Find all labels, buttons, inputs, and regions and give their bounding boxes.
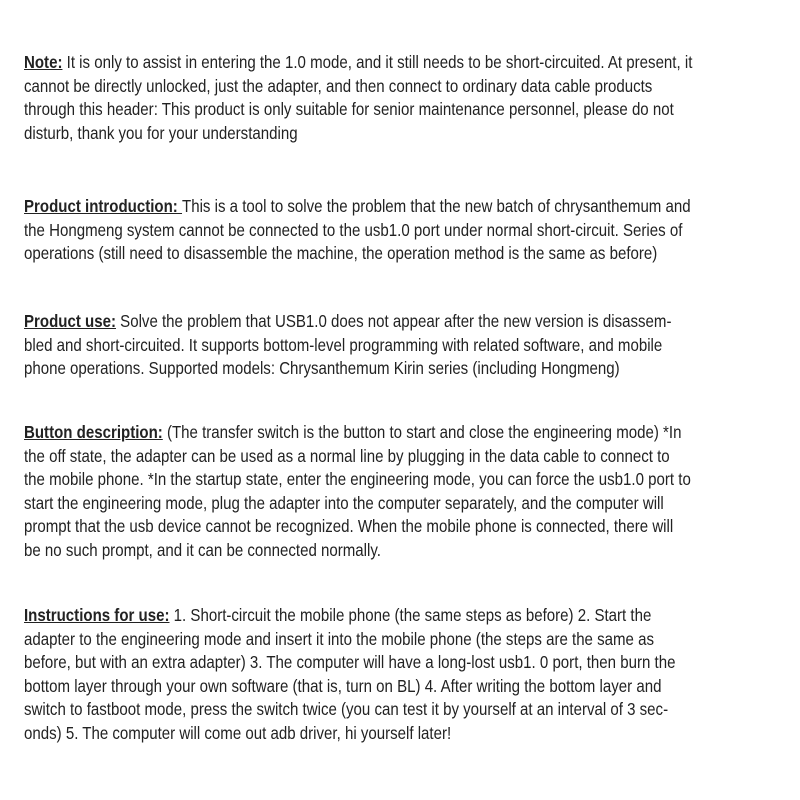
text-line: disturb, thank you for your understanding: [24, 122, 298, 143]
button-description-section: [24, 421, 800, 563]
section-text: (The transfer switch is the button to start and close the engineering mode) *In: [162, 422, 682, 442]
text-line: through this header: This product is only suitable for senior maintenance personnel, please do not: [24, 99, 674, 120]
text-line: [24, 604, 712, 628]
section-text: This is a tool to solve the problem that the new batch of chrysanthemum and: [182, 196, 691, 216]
text-line: start the engineering mode, plug the adapter into the computer separately, and the computer will: [24, 492, 664, 513]
section-text: It is only to assist in entering the 1.0 mode, and it still needs to be short-circuited. At present, it: [62, 52, 693, 72]
text-line: the mobile phone. *In the startup state, enter the engineering mode, you can force the usb1.0 port to: [24, 469, 691, 490]
text-line: [24, 310, 712, 334]
section-heading: Note:: [24, 52, 63, 72]
section-text: 1. Short-circuit the mobile phone (the same steps as before) 2. Start the: [169, 605, 652, 625]
note-section: [24, 51, 800, 145]
section-heading: Product introduction:: [24, 196, 183, 216]
text-line: [24, 195, 712, 219]
text-line: [24, 51, 712, 75]
text-line: phone operations. Supported models: Chrysanthemum Kirin series (including Hongmeng): [24, 358, 620, 379]
text-line: the Hongmeng system cannot be connected to the usb1.0 port under normal short-circuit. Series of: [24, 219, 683, 240]
product-use-section: [24, 310, 800, 381]
section-text: Solve the problem that USB1.0 does not appear after the new version is disassem-: [115, 311, 672, 331]
text-line: before, but with an extra adapter) 3. The computer will have a long-lost usb1. 0 port, then burn the: [24, 652, 676, 673]
instructions-section: [24, 604, 800, 746]
text-line: be no such prompt, and it can be connected normally.: [24, 539, 381, 560]
text-line: prompt that the usb device cannot be recognized. When the mobile phone is connected, there will: [24, 516, 674, 537]
text-line: the off state, the adapter can be used as a normal line by plugging in the data cable to connect to: [24, 445, 670, 466]
section-heading: Instructions for use:: [24, 605, 170, 625]
text-line: onds) 5. The computer will come out adb driver, hi yourself later!: [24, 722, 452, 743]
section-heading: Button description:: [24, 422, 163, 442]
text-line: cannot be directly unlocked, just the adapter, and then connect to ordinary data cable products: [24, 75, 653, 96]
text-line: bottom layer through your own software (that is, turn on BL) 4. After writing the bottom layer and: [24, 675, 662, 696]
product-introduction-section: [24, 195, 800, 266]
text-line: bled and short-circuited. It supports bottom-level programming with related software, and mobile: [24, 334, 663, 355]
text-line: [24, 421, 712, 445]
text-line: operations (still need to disassemble the machine, the operation method is the same as before): [24, 243, 658, 264]
section-heading: Product use:: [24, 311, 116, 331]
text-line: adapter to the engineering mode and insert it into the mobile phone (the steps are the same as: [24, 628, 655, 649]
text-line: switch to fastboot mode, press the switch twice (you can test it by yourself at an interval of 3 sec-: [24, 699, 669, 720]
